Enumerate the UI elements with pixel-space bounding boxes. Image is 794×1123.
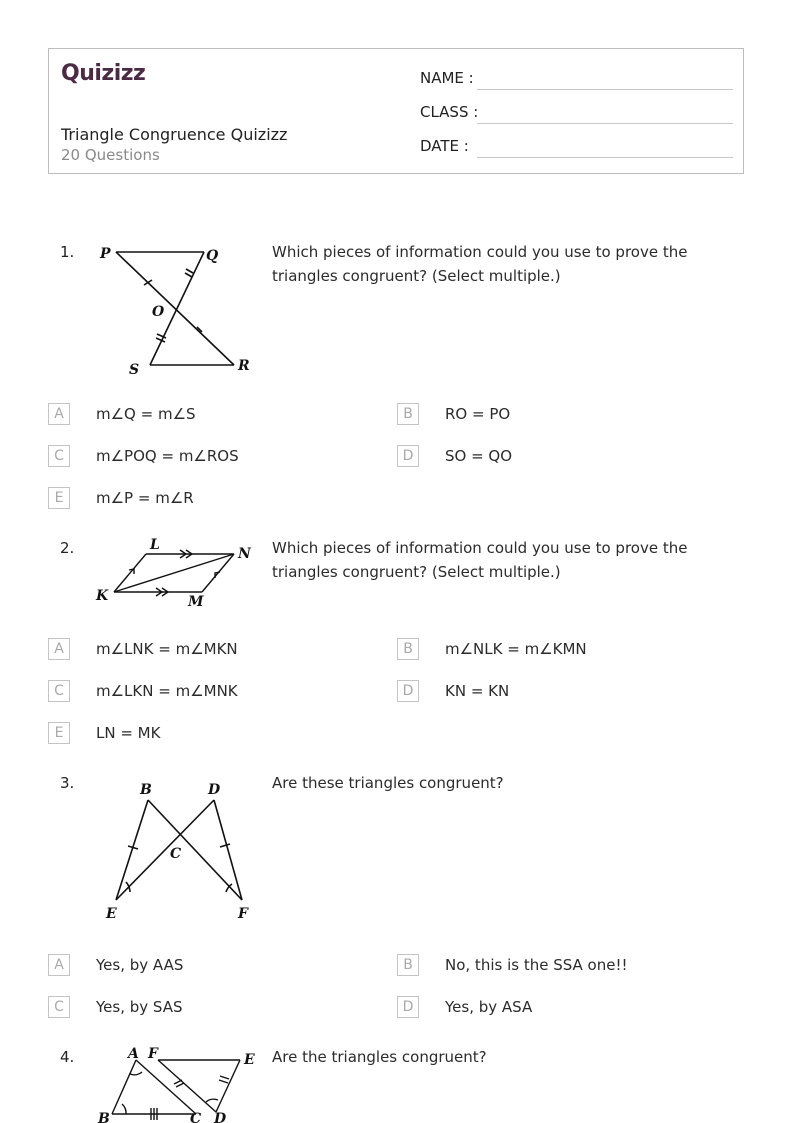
option-text: Yes, by SAS: [96, 998, 183, 1016]
label-A: A: [128, 1046, 139, 1062]
question-text: Which pieces of information could you use to prove the triangles congruent? (Select multiple.): [272, 539, 688, 581]
option-letter[interactable]: B: [397, 638, 419, 660]
option-text: m∠Q = m∠S: [96, 405, 196, 423]
option-text: Yes, by AAS: [96, 956, 184, 974]
label-N: N: [238, 546, 251, 562]
label-C: C: [170, 846, 182, 862]
option-letter[interactable]: E: [48, 487, 70, 509]
option-letter[interactable]: C: [48, 445, 70, 467]
overlapping-triangles-figure: [96, 1044, 260, 1123]
date-field[interactable]: [477, 157, 733, 158]
option-text: SO = QO: [445, 447, 513, 465]
question-text: Which pieces of information could you use to prove the triangles congruent? (Select multiple.): [272, 243, 688, 285]
option-letter[interactable]: B: [397, 403, 419, 425]
label-F: F: [238, 906, 248, 922]
label-S: S: [129, 362, 140, 378]
option-letter[interactable]: D: [397, 680, 419, 702]
label-D: D: [208, 782, 221, 798]
option-text: m∠POQ = m∠ROS: [96, 447, 239, 465]
option-text: No, this is the SSA one!!: [445, 956, 628, 974]
option-text: m∠P = m∠R: [96, 489, 194, 507]
label-E: E: [106, 906, 117, 922]
option-text: RO = PO: [445, 405, 511, 423]
parallelogram-figure: [94, 536, 254, 612]
label-K: K: [96, 588, 109, 604]
option-letter[interactable]: D: [397, 445, 419, 467]
question-number: 1.: [60, 243, 75, 261]
label-D: D: [214, 1111, 227, 1123]
option-text: LN = MK: [96, 724, 161, 742]
logo-text: Quizizz: [61, 61, 146, 86]
crossed-triangles-figure: [96, 774, 260, 924]
label-B: B: [140, 782, 152, 798]
label-C: C: [190, 1111, 202, 1123]
question-number: 4.: [60, 1048, 75, 1066]
bowtie-triangles-figure: [96, 238, 256, 380]
quiz-title: Triangle Congruence Quizizz: [61, 125, 288, 144]
quizizz-logo: [61, 57, 161, 91]
option-letter[interactable]: C: [48, 680, 70, 702]
class-field[interactable]: [477, 123, 733, 124]
option-letter[interactable]: A: [48, 638, 70, 660]
option-letter[interactable]: A: [48, 954, 70, 976]
name-field[interactable]: [477, 89, 733, 90]
option-letter[interactable]: B: [397, 954, 419, 976]
option-letter[interactable]: E: [48, 722, 70, 744]
option-letter[interactable]: C: [48, 996, 70, 1018]
option-letter[interactable]: D: [397, 996, 419, 1018]
label-B: B: [98, 1111, 110, 1123]
question-text: Are these triangles congruent?: [272, 774, 504, 792]
question-number: 3.: [60, 774, 75, 792]
question-count: 20 Questions: [61, 146, 160, 164]
label-R: R: [238, 358, 250, 374]
option-text: m∠LNK = m∠MKN: [96, 640, 238, 658]
name-label: NAME :: [420, 69, 474, 87]
label-L: L: [150, 537, 160, 553]
option-text: KN = KN: [445, 682, 510, 700]
label-Q: Q: [206, 248, 219, 264]
question-number: 2.: [60, 539, 75, 557]
option-text: m∠LKN = m∠MNK: [96, 682, 238, 700]
option-text: Yes, by ASA: [445, 998, 533, 1016]
label-E: E: [244, 1052, 255, 1068]
label-M: M: [188, 594, 204, 610]
question-text: Are the triangles congruent?: [272, 1048, 487, 1066]
label-P: P: [100, 246, 111, 262]
class-label: CLASS :: [420, 103, 479, 121]
date-label: DATE :: [420, 137, 469, 155]
label-O: O: [152, 304, 165, 320]
label-F: F: [148, 1046, 158, 1062]
worksheet-header: [48, 48, 744, 174]
option-letter[interactable]: A: [48, 403, 70, 425]
option-text: m∠NLK = m∠KMN: [445, 640, 587, 658]
